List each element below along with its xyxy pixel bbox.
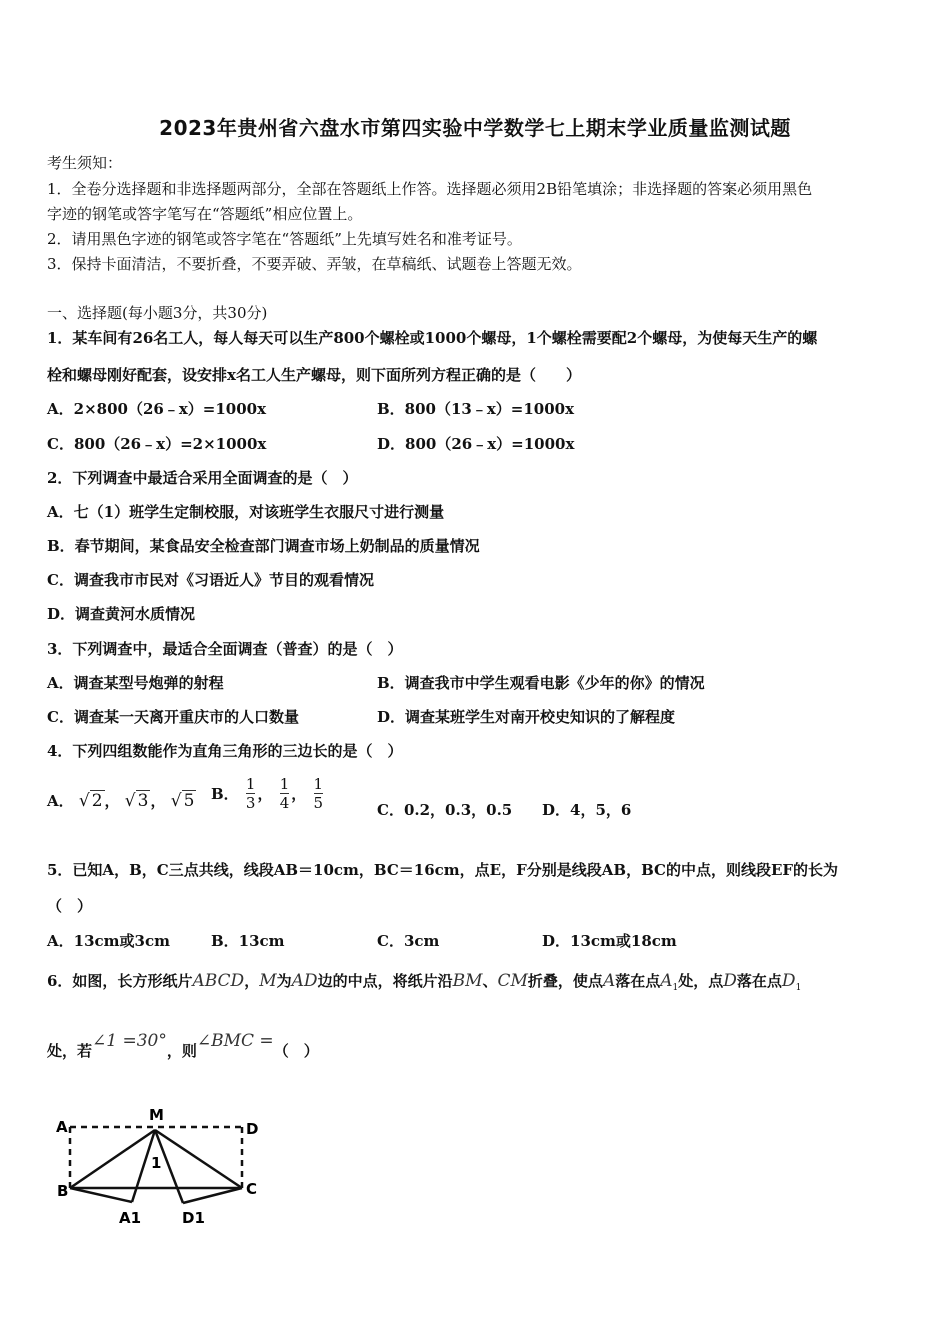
q6-stem-line1: 6．如图，长方形纸片ABCD，M为AD边的中点，将纸片沿BM、CM折叠，使点A落在点$A_1$处，点D落在点$D_1$ [47,971,802,993]
q5-stem-line2: （ ） [47,897,93,915]
q1-option-b: B．800（13﹣x）=1000x [377,400,575,418]
q4-option-b: B． $\frac{1}{3}$ ， $\frac{1}{4}$ ， $\frac{1}{5}$ [211,775,324,812]
sqrt-3: √ 3 [124,791,149,811]
edge-cd1 [183,1188,242,1203]
fraction-1-3: $\frac{1}{3}$ [245,775,256,812]
notice-item-1: 1．全卷分选择题和非选择题两部分，全部在答题纸上作答。选择题必须用2B铅笔填涂；非选择题的答案必须用黑色 [47,180,813,198]
label-c: C [246,1180,258,1198]
q5-option-c: C．3cm [377,932,440,950]
fraction-1-4: $\frac{1}{4}$ [279,775,290,812]
label-d1: D1 [182,1209,205,1227]
q3-option-b: B．调查我市中学生观看电影《少年的你》的情况 [377,674,705,692]
label-d: D [246,1120,259,1138]
q1-stem-line2: 栓和螺母刚好配套，设安排x名工人生产螺母，则下面所列方程正确的是（ ） [47,366,581,384]
label-a1: A1 [119,1209,142,1227]
page-title: 2023年贵州省六盘水市第四实验中学数学七上期末学业质量监测试题 [159,116,791,140]
q5-option-a: A．13cm或3cm [47,932,170,950]
label-angle-1: 1 [151,1154,162,1172]
q4-option-a: A． √ 2 ， √ 3 ， √ 5 [47,791,195,811]
q3-option-d: D．调查某班学生对南开校史知识的了解程度 [377,708,676,726]
q4-option-c: C．0.2，0.3，0.5 [377,801,513,819]
notice-item-3: 3．保持卡面清洁，不要折叠，不要弄破、弄皱，在草稿纸、试题卷上答题无效。 [47,255,582,273]
section-heading: 一、选择题(每小题3分，共30分) [47,304,268,322]
notice-item-2: 2．请用黑色字迹的钢笔或答字笔在“答题纸”上先填写姓名和准考证号。 [47,230,522,248]
fold-figure [52,1100,282,1230]
fold-bm [70,1130,155,1188]
edge-ba1 [70,1188,132,1202]
fraction-1-5: $\frac{1}{5}$ [313,775,324,812]
q4-stem: 4．下列四组数能作为直角三角形的三边长的是（ ） [47,742,403,760]
label-a: A [56,1118,68,1136]
sqrt-5: √ 5 [170,791,195,811]
q2-option-d: D．调查黄河水质情况 [47,605,196,623]
q3-option-c: C．调查某一天离开重庆市的人口数量 [47,708,299,726]
q2-option-c: C．调查我市市民对《习语近人》节目的观看情况 [47,571,374,589]
q2-option-a: A．七（1）班学生定制校服，对该班学生衣服尺寸进行测量 [47,503,445,521]
q5-option-d: D．13cm或18cm [542,932,677,950]
q2-stem: 2．下列调查中最适合采用全面调查的是（ ） [47,469,358,487]
q5-option-b: B．13cm [211,932,285,950]
q3-stem: 3．下列调查中，最适合全面调查（普查）的是（ ） [47,640,403,658]
q6-stem-line2: 处，若∠1 =30°，则∠BMC =（ ） [47,1031,319,1060]
q1-option-d: D．800（26﹣x）=1000x [377,435,575,453]
q1-stem-line1: 1．某车间有26名工人，每人每天可以生产800个螺栓或1000个螺母，1个螺栓需要配2个螺母，为使每天生产的螺 [47,329,818,347]
q5-stem-line1: 5．已知A，B，C三点共线，线段AB＝10cm，BC＝16cm，点E，F分别是线段AB，BC的中点，则线段EF的长为 [47,861,839,879]
q3-option-a: A．调查某型号炮弹的射程 [47,674,224,692]
notice-item-1-cont: 字迹的钢笔或答字笔写在“答题纸”相应位置上。 [47,205,363,223]
q2-option-b: B．春节期间，某食品安全检查部门调查市场上奶制品的质量情况 [47,537,480,555]
q1-option-a: A．2×800（26﹣x）=1000x [47,400,267,418]
q4-option-d: D．4，5，6 [542,801,632,819]
q1-option-c: C．800（26﹣x）=2×1000x [47,435,267,453]
label-b: B [57,1182,69,1200]
sqrt-2: √ 2 [78,791,103,811]
label-m: M [149,1106,164,1124]
fold-cm [155,1130,242,1188]
notice-heading: 考生须知： [47,154,123,172]
